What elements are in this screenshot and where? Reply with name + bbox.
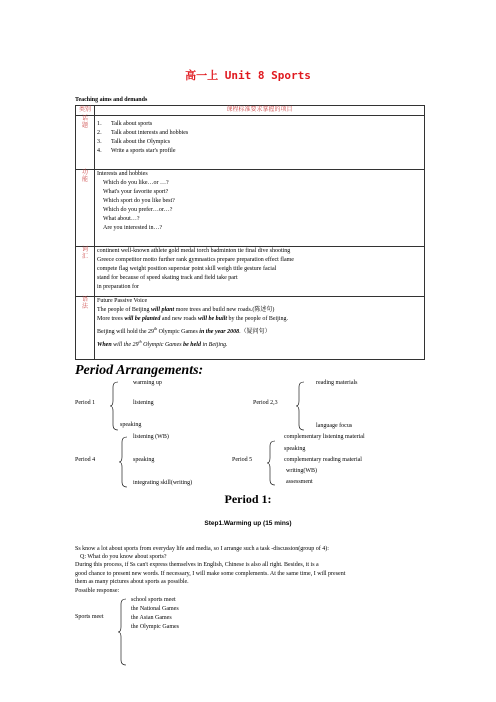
body-line: During this process, if Ss can't express themselves in English, Chinese is also all right. Besides, it is a: [75, 562, 319, 568]
period-4-item: speaking: [133, 457, 155, 463]
list-item: Greece competitor motto further rank gymnastics prepare preparation effect flame: [97, 257, 294, 263]
list-item: stand for because of speed skating track and field take part: [97, 275, 238, 281]
period-4-item: listening (WB): [133, 434, 169, 440]
list-item: What about…?: [103, 216, 140, 222]
list-item: 3． Talk about the Olympics: [97, 139, 171, 145]
period-4-brace: [119, 436, 129, 488]
period-5-label: Period 5: [232, 457, 253, 463]
table-row: [76, 170, 425, 247]
function-label: 功能: [81, 170, 88, 183]
grammar-cell: [95, 297, 425, 360]
body-line: Q: What do you know about sports?: [80, 554, 167, 560]
period-4-label: Period 4: [75, 457, 96, 463]
list-item: Are you interested in…?: [103, 225, 163, 231]
grammar-example: More trees will be planted and new roads will be built by the people of Beijing.: [97, 316, 288, 322]
period-5-item: complementary listening material: [284, 434, 365, 440]
period-1-heading: Period 1:: [224, 492, 272, 506]
function-cell: [95, 170, 425, 247]
list-item: Which do you prefer…or…?: [103, 207, 173, 213]
period-2-3-item: reading materials: [316, 380, 358, 386]
list-item: the National Games: [131, 606, 179, 612]
period-arrangements-heading: Period Arrangements:: [75, 363, 204, 378]
table-row: [76, 116, 425, 170]
grammar-example: Beijing will hold the 29th Olympic Games in the year 2008.（疑问句）: [97, 326, 271, 335]
period-2-3-item: language focus: [316, 423, 353, 429]
period-5-item: writing(WB): [286, 468, 317, 474]
grammar-label: 语法: [81, 297, 88, 310]
table-row: [76, 297, 425, 360]
section-subtitle: Teaching aims and demands: [75, 97, 148, 103]
period-2-3-label: Period 2,3: [253, 400, 278, 406]
list-item: Which do you like…or …?: [103, 180, 169, 186]
list-item: compete flag weight position superstar point skill weigh title gesture facial: [97, 266, 277, 272]
vocab-label: 词汇: [81, 247, 88, 260]
body-line: them as many pictures about sports as possible.: [75, 579, 189, 585]
function-label-cell: [76, 170, 95, 247]
period-2-3-brace: [296, 381, 306, 431]
list-item: What's your favorite sport?: [103, 189, 169, 195]
period-5-brace: [267, 440, 277, 486]
period-4-item: integrating skill(writing): [133, 480, 193, 486]
topics-label: 话题: [81, 116, 88, 129]
sports-meet-label: Sports meet: [75, 614, 104, 620]
grammar-label-cell: [76, 297, 95, 360]
list-item: in preparation for: [97, 284, 139, 290]
period-1-label: Period 1: [75, 400, 96, 406]
grammar-heading: Future Passive Voice: [97, 298, 148, 304]
list-item: 4． Write a sports star's profile: [97, 148, 176, 154]
period-1-item: speaking: [120, 422, 142, 428]
period-1-item: listening: [133, 400, 154, 406]
list-item: 1． Talk about sports: [97, 121, 153, 127]
vocab-cell: [95, 247, 425, 297]
period-1-item: warming up: [133, 380, 162, 386]
topics-label-cell: [76, 116, 95, 170]
list-item: school sports meet: [131, 597, 176, 603]
period-5-item: assessment: [286, 479, 313, 485]
body-line: Ss know a lot about sports from everyday life and media, so I arrange such a task -discussion(group of 4):: [75, 546, 329, 552]
list-item: continent well-known athlete gold medal torch badminton tie final dive shooting: [97, 248, 291, 254]
step-1-heading: Step1.Warming up (15 mins): [204, 520, 292, 527]
period-5-item: speaking: [284, 446, 306, 452]
list-item: the Asian Games: [131, 615, 172, 621]
header-items: 课程标准要求掌握的项目: [95, 106, 425, 116]
body-line: Possible response:: [75, 588, 120, 594]
page-title: 高一上 Unit 8 Sports: [185, 69, 311, 82]
aims-table: [75, 105, 425, 360]
body-line: good chance to present new words. If necessary, I will make some complements. At the same time, I will present: [75, 571, 346, 577]
grammar-example: The people of Beijing will plant more trees and build new roads.(陈述句): [97, 307, 275, 313]
table-header-row: [76, 106, 425, 116]
period-5-item: complementary reading material: [284, 457, 362, 463]
list-item: the Olympic Games: [131, 624, 179, 630]
vocab-label-cell: [76, 247, 95, 297]
grammar-example: When will the 29th Olympic Games be held in Beijing.: [97, 339, 228, 348]
list-item: 2． Talk about interests and hobbies: [97, 130, 189, 136]
list-item: Interests and hobbies: [97, 171, 148, 177]
header-category: 类别: [76, 106, 95, 116]
list-item: Which sport do you like best?: [103, 198, 175, 204]
topics-cell: [95, 116, 425, 170]
sports-meet-brace: [118, 598, 128, 666]
period-1-brace: [110, 381, 120, 431]
table-row: [76, 247, 425, 297]
